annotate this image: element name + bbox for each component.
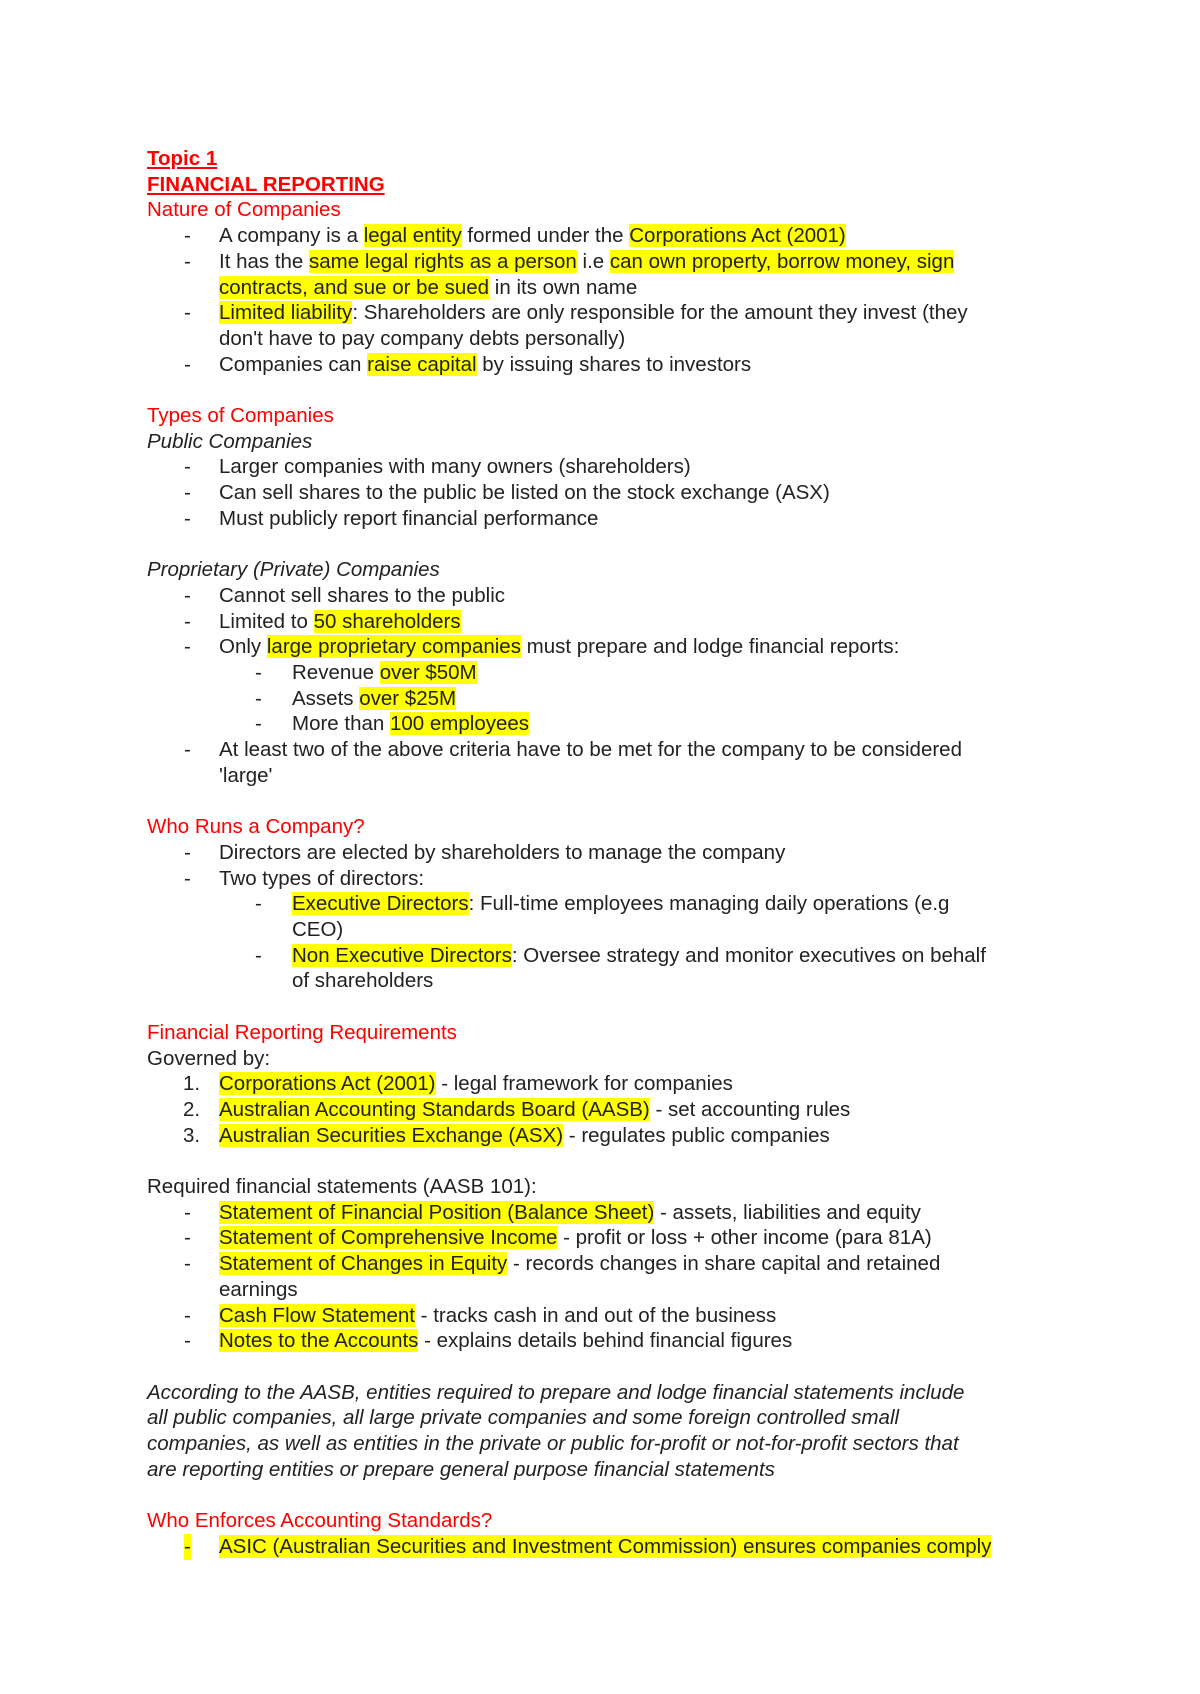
section-heading-types: Types of Companies (147, 404, 334, 428)
bullet-dash: - (184, 352, 191, 376)
document-page (147, 146, 1087, 1560)
list-item (147, 1534, 1087, 1560)
list-item: - Statement of Changes in Equity - records changes in share capital and retained earnings (184, 1252, 941, 1301)
highlight: legal entity (363, 224, 462, 248)
list-item: - Statement of Comprehensive Income - profit or loss + other income (para 81A) (184, 1226, 932, 1250)
bullet-dash: - (184, 635, 191, 659)
list-item: - It has the same legal rights as a person i.e can own property, borrow money, sign contracts, and sue or be sued in its own name (184, 249, 955, 299)
highlight: Notes to the Accounts (219, 1329, 419, 1353)
bullet-dash: - (184, 609, 191, 633)
highlight: Executive Directors (292, 892, 469, 916)
numbered-item: 2. Australian Accounting Standards Board (AASB) - set accounting rules (183, 1097, 851, 1121)
bullet-dash: - (184, 1303, 191, 1327)
bullet-dash: - (184, 506, 191, 530)
list-item: - Notes to the Accounts - explains details behind financial figures (184, 1329, 793, 1353)
bullet-dash: - (184, 840, 191, 864)
highlight: raise capital (367, 352, 477, 376)
highlight: contracts, and sue or be sued (219, 275, 490, 299)
section-heading-who-runs: Who Runs a Company? (147, 815, 365, 839)
highlight: 100 employees (390, 712, 530, 736)
bullet-dash: - (184, 583, 191, 607)
section-heading-nature: Nature of Companies (147, 198, 341, 222)
bullet-dash: - (184, 224, 191, 248)
bullet-dash: - (184, 1200, 191, 1224)
highlight: Statement of Comprehensive Income (219, 1226, 558, 1250)
sub-list-item: - Revenue over $50M (255, 661, 477, 685)
bullet-dash: - (184, 1252, 191, 1276)
document-title: FINANCIAL REPORTING (147, 172, 385, 196)
bullet-dash: - (184, 738, 191, 762)
highlight: Statement of Financial Position (Balance Sheet) (219, 1200, 655, 1224)
sub-list-item: - Executive Directors: Full-time employees managing daily operations (e.g CEO) (255, 892, 950, 942)
topic-label: Topic 1 (147, 147, 218, 170)
subheading-proprietary: Proprietary (Private) Companies (147, 558, 440, 582)
numbered-item: 3. Australian Securities Exchange (ASX) - regulates public companies (183, 1123, 830, 1147)
highlight: Corporations Act (2001) (629, 224, 846, 248)
sub-list-item: - Non Executive Directors: Oversee strategy and monitor executives on behalf of shareholders (255, 943, 986, 993)
highlight: large proprietary companies (266, 635, 521, 659)
bullet-dash: - (255, 712, 262, 736)
bullet-dash: - (255, 686, 262, 710)
highlight: 50 shareholders (313, 609, 461, 633)
bullet-dash: - (184, 481, 191, 505)
bullet-dash: - (184, 249, 191, 273)
bullet-dash: - (184, 1534, 191, 1558)
list-number: 2. (183, 1097, 201, 1121)
bullet-dash: - (255, 892, 262, 916)
sub-list-item: - More than 100 employees (255, 712, 530, 736)
bullet-dash: - (184, 1226, 191, 1250)
section-heading-requirements: Financial Reporting Requirements (147, 1020, 457, 1044)
bullet-dash: - (184, 455, 191, 479)
subheading-public: Public Companies (147, 429, 313, 453)
list-item: - Only large proprietary companies must prepare and lodge financial reports: (184, 635, 900, 659)
list-item: - Limited liability: Shareholders are only responsible for the amount they invest (they don't have to pay company debts personally) (184, 301, 968, 350)
highlight: can own property, borrow money, sign (609, 249, 955, 273)
list-number: 1. (183, 1072, 201, 1096)
list-item: - At least two of the above criteria have to be met for the company to be considered 'large' (184, 738, 962, 787)
highlight: Statement of Changes in Equity (219, 1252, 508, 1276)
highlight: Corporations Act (2001) (219, 1072, 436, 1096)
bullet-dash: - (255, 661, 262, 685)
highlight: Non Executive Directors (292, 943, 512, 967)
list-item: - Cash Flow Statement - tracks cash in and out of the business (184, 1303, 777, 1327)
highlight: same legal rights as a person (309, 249, 577, 273)
numbered-item: 1. Corporations Act (2001) - legal framework for companies (183, 1072, 733, 1096)
list-item: - Companies can raise capital by issuing shares to investors (184, 352, 752, 376)
list-item: - A company is a legal entity formed under the Corporations Act (2001) (184, 224, 846, 248)
section-heading-enforces: Who Enforces Accounting Standards? (147, 1509, 493, 1533)
highlight: Cash Flow Statement (219, 1303, 415, 1327)
bullet-dash: - (184, 1329, 191, 1353)
list-item: - Can sell shares to the public be listed on the stock exchange (ASX) (184, 481, 830, 505)
required-statements-label: Required financial statements (AASB 101): (147, 1175, 537, 1199)
governed-by-label: Governed by: (147, 1046, 271, 1070)
list-number: 3. (183, 1123, 201, 1147)
list-item: - Two types of directors: (184, 866, 425, 890)
highlight: Australian Accounting Standards Board (AASB) (219, 1097, 650, 1121)
sub-list-item: - Assets over $25M (255, 686, 457, 710)
list-item: - Larger companies with many owners (shareholders) (184, 455, 691, 479)
highlight: over $25M (359, 686, 457, 710)
highlight: Australian Securities Exchange (ASX) (219, 1123, 564, 1147)
highlight: over $50M (379, 661, 477, 685)
aasb-paragraph: According to the AASB, entities required to prepare and lodge financial statements include all public companies, all large private companies and some foreign controlled small companies, as well as entities in the private or public for-profit or not-for-profit sectors that are reporting entities or prepare general purpose financial statements (147, 1380, 965, 1481)
bullet-dash: - (184, 301, 191, 325)
list-item: - Limited to 50 shareholders (184, 609, 461, 633)
list-item: - Statement of Financial Position (Balance Sheet) - assets, liabilities and equity (184, 1200, 921, 1224)
list-item: - Directors are elected by shareholders to manage the company (184, 840, 786, 864)
list-item: - Cannot sell shares to the public (184, 583, 506, 607)
highlight: Limited liability (219, 301, 353, 325)
list-item: - Must publicly report financial performance (184, 506, 599, 530)
highlight: ASIC (Australian Securities and Investment Commission) ensures companies comply (219, 1534, 992, 1558)
bullet-dash: - (184, 866, 191, 890)
bullet-dash: - (255, 943, 262, 967)
